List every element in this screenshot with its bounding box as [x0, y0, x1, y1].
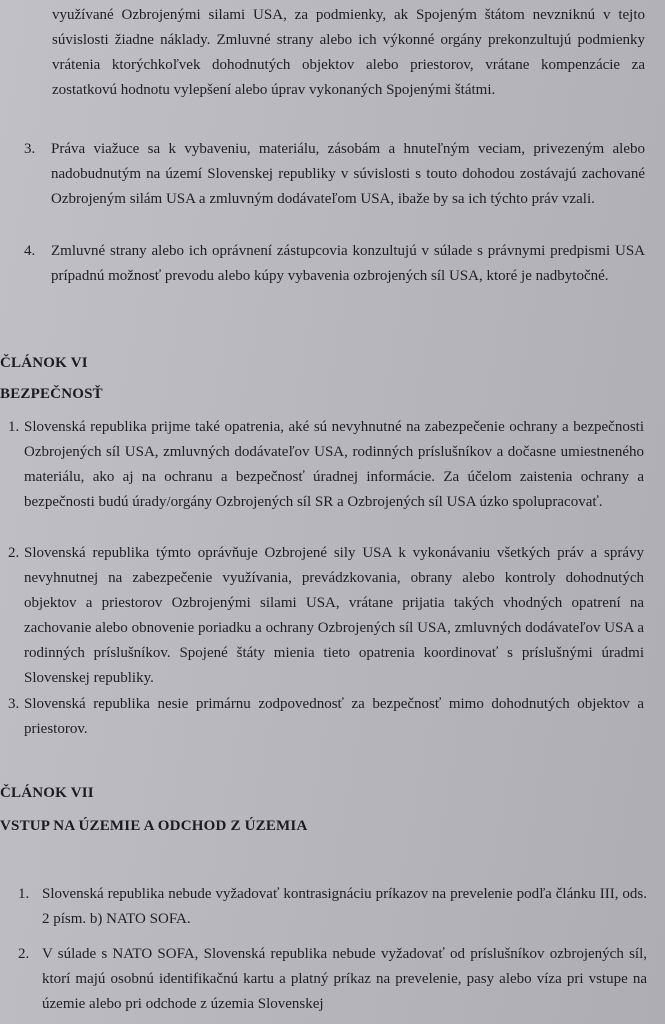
article-v-fragment [52, 3, 645, 103]
article-vii-heading: ČLÁNOK VII [0, 785, 94, 801]
item-number: 1. [8, 419, 20, 435]
item-number: 2. [18, 946, 30, 962]
paragraph-text: Slovenská republika týmto oprávňuje Ozbrojené sily USA k vykonávaniu všetkých práv a správy nevyhnutnej na zabezpečenie využívania, prevádzkovania, obrany alebo kontroly dohodnutých objektov a priestorov Ozbrojenými silami USA, vrátane prijatia takých vhodných opatrení na zachovanie alebo obnovenie poriadku a ochrany Ozbrojených síl USA, zmluvných dodávateľov USA a rodinných príslušníkov. Spojené štáty mienia tieto opatrenia koordinovať s príslušnými úradmi Slovenskej republiky. [24, 545, 644, 686]
item-number: 2. [8, 545, 20, 561]
paragraph-text: Slovenská republika nesie primárnu zodpovednosť za bezpečnosť mimo dohodnutých objektov a priestorov. [24, 696, 644, 737]
paragraph-text: V súlade s NATO SOFA, Slovenská republika nebude vyžadovať od príslušníkov ozbrojených síl, ktorí majú osobnú identifikačnú kartu a platný príkaz na prevelenie, pasy alebo víza pri vstupe na územie alebo pri odchode z územia Slovenskej [42, 946, 647, 1012]
article-v-item-3 [24, 137, 645, 212]
item-number: 3. [24, 141, 36, 157]
paragraph-text: využívané Ozbrojenými silami USA, za podmienky, ak Spojeným štátom nevzniknú v tejto súvislosti žiadne náklady. Zmluvné strany alebo ich výkonné orgány prekonzultujú podmienky vrátenia ktorýchkoľvek dohodnutých objektov alebo priestorov, vrátane kompenzácie za zostatkovú hodnotu vylepšení alebo úprav vykonaných Spojenými štátmi. [52, 7, 645, 98]
item-number: 1. [18, 886, 30, 902]
article-vi-item-2 [8, 541, 644, 691]
article-vi-item-1 [8, 415, 644, 515]
article-vi-heading: ČLÁNOK VI [0, 355, 88, 371]
item-number: 4. [24, 243, 36, 259]
article-vi-title: BEZPEČNOSŤ [0, 386, 103, 402]
article-vii-title: VSTUP NA ÚZEMIE A ODCHOD Z ÚZEMIA [0, 818, 308, 834]
paragraph-text: Slovenská republika nebude vyžadovať kontrasignáciu príkazov na prevelenie podľa článku III, ods. 2 písm. b) NATO SOFA. [42, 886, 647, 927]
article-v-item-4 [24, 239, 645, 289]
item-number: 3. [8, 696, 20, 712]
paragraph-text: Slovenská republika prijme také opatrenia, aké sú nevyhnutné na zabezpečenie ochrany a bezpečnosti Ozbrojených síl USA, zmluvných dodávateľov USA, rodinných príslušníkov a dočasne umiestneného materiálu, ako aj na ochranu a bezpečnosť úradnej informácie. Za účelom zaistenia ochrany a bezpečnosti budú úrady/orgány Ozbrojených síl SR a Ozbrojených síl USA úzko spolupracovať. [24, 419, 644, 510]
article-vii-item-2 [18, 942, 647, 1017]
paragraph-text: Práva viažuce sa k vybaveniu, materiálu, zásobám a hnuteľným veciam, privezeným alebo nadobudnutým na území Slovenskej republiky v súvislosti s touto dohodou zostávajú zachované Ozbrojeným silám USA a zmluvným dodávateľom USA, ibaže by sa ich týchto práv vzali. [51, 141, 645, 207]
article-vi-item-3 [8, 692, 644, 742]
paragraph-text: Zmluvné strany alebo ich oprávnení zástupcovia konzultujú v súlade s právnymi predpismi USA prípadnú možnosť prevodu alebo kúpy vybavenia ozbrojených síl USA, ktoré je nadbytočné. [51, 243, 645, 284]
article-vii-item-1 [18, 882, 647, 932]
